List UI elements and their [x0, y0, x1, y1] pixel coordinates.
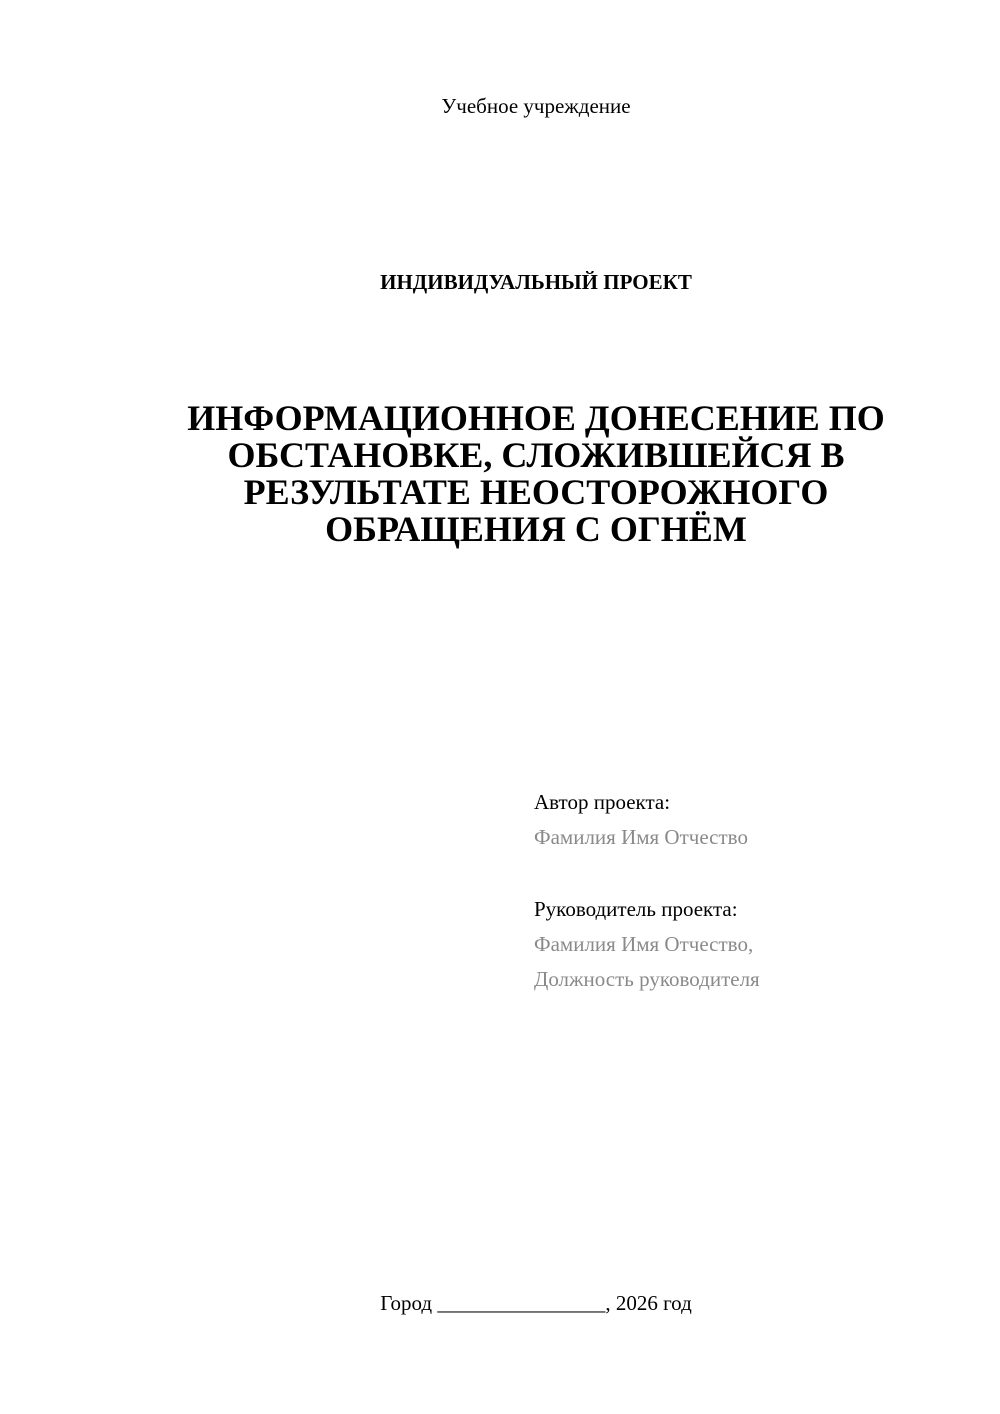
city-year-footer: Город ________________, 2026 год — [380, 1291, 692, 1315]
project-title — [130, 400, 942, 548]
supervisor-name: Фамилия Имя Отчество, — [534, 932, 754, 956]
author-name: Фамилия Имя Отчество — [534, 825, 748, 849]
supervisor-position: Должность руководителя — [534, 967, 760, 991]
institution-name: Учебное учреждение — [441, 94, 631, 118]
author-label: Автор проекта: — [534, 790, 671, 814]
project-title-line: ОБСТАНОВКЕ, СЛОЖИВШЕЙСЯ В — [227, 435, 845, 475]
supervisor-block — [534, 892, 974, 997]
project-type-heading: ИНДИВИДУАЛЬНЫЙ ПРОЕКТ — [380, 270, 692, 294]
project-title-line: РЕЗУЛЬТАТЕ НЕОСТОРОЖНОГО — [243, 472, 829, 512]
supervisor-label: Руководитель проекта: — [534, 897, 738, 921]
project-title-line: ИНФОРМАЦИОННОЕ ДОНЕСЕНИЕ ПО — [187, 398, 885, 438]
project-title-line: ОБРАЩЕНИЯ С ОГНЁМ — [325, 509, 747, 549]
author-block — [534, 785, 974, 855]
